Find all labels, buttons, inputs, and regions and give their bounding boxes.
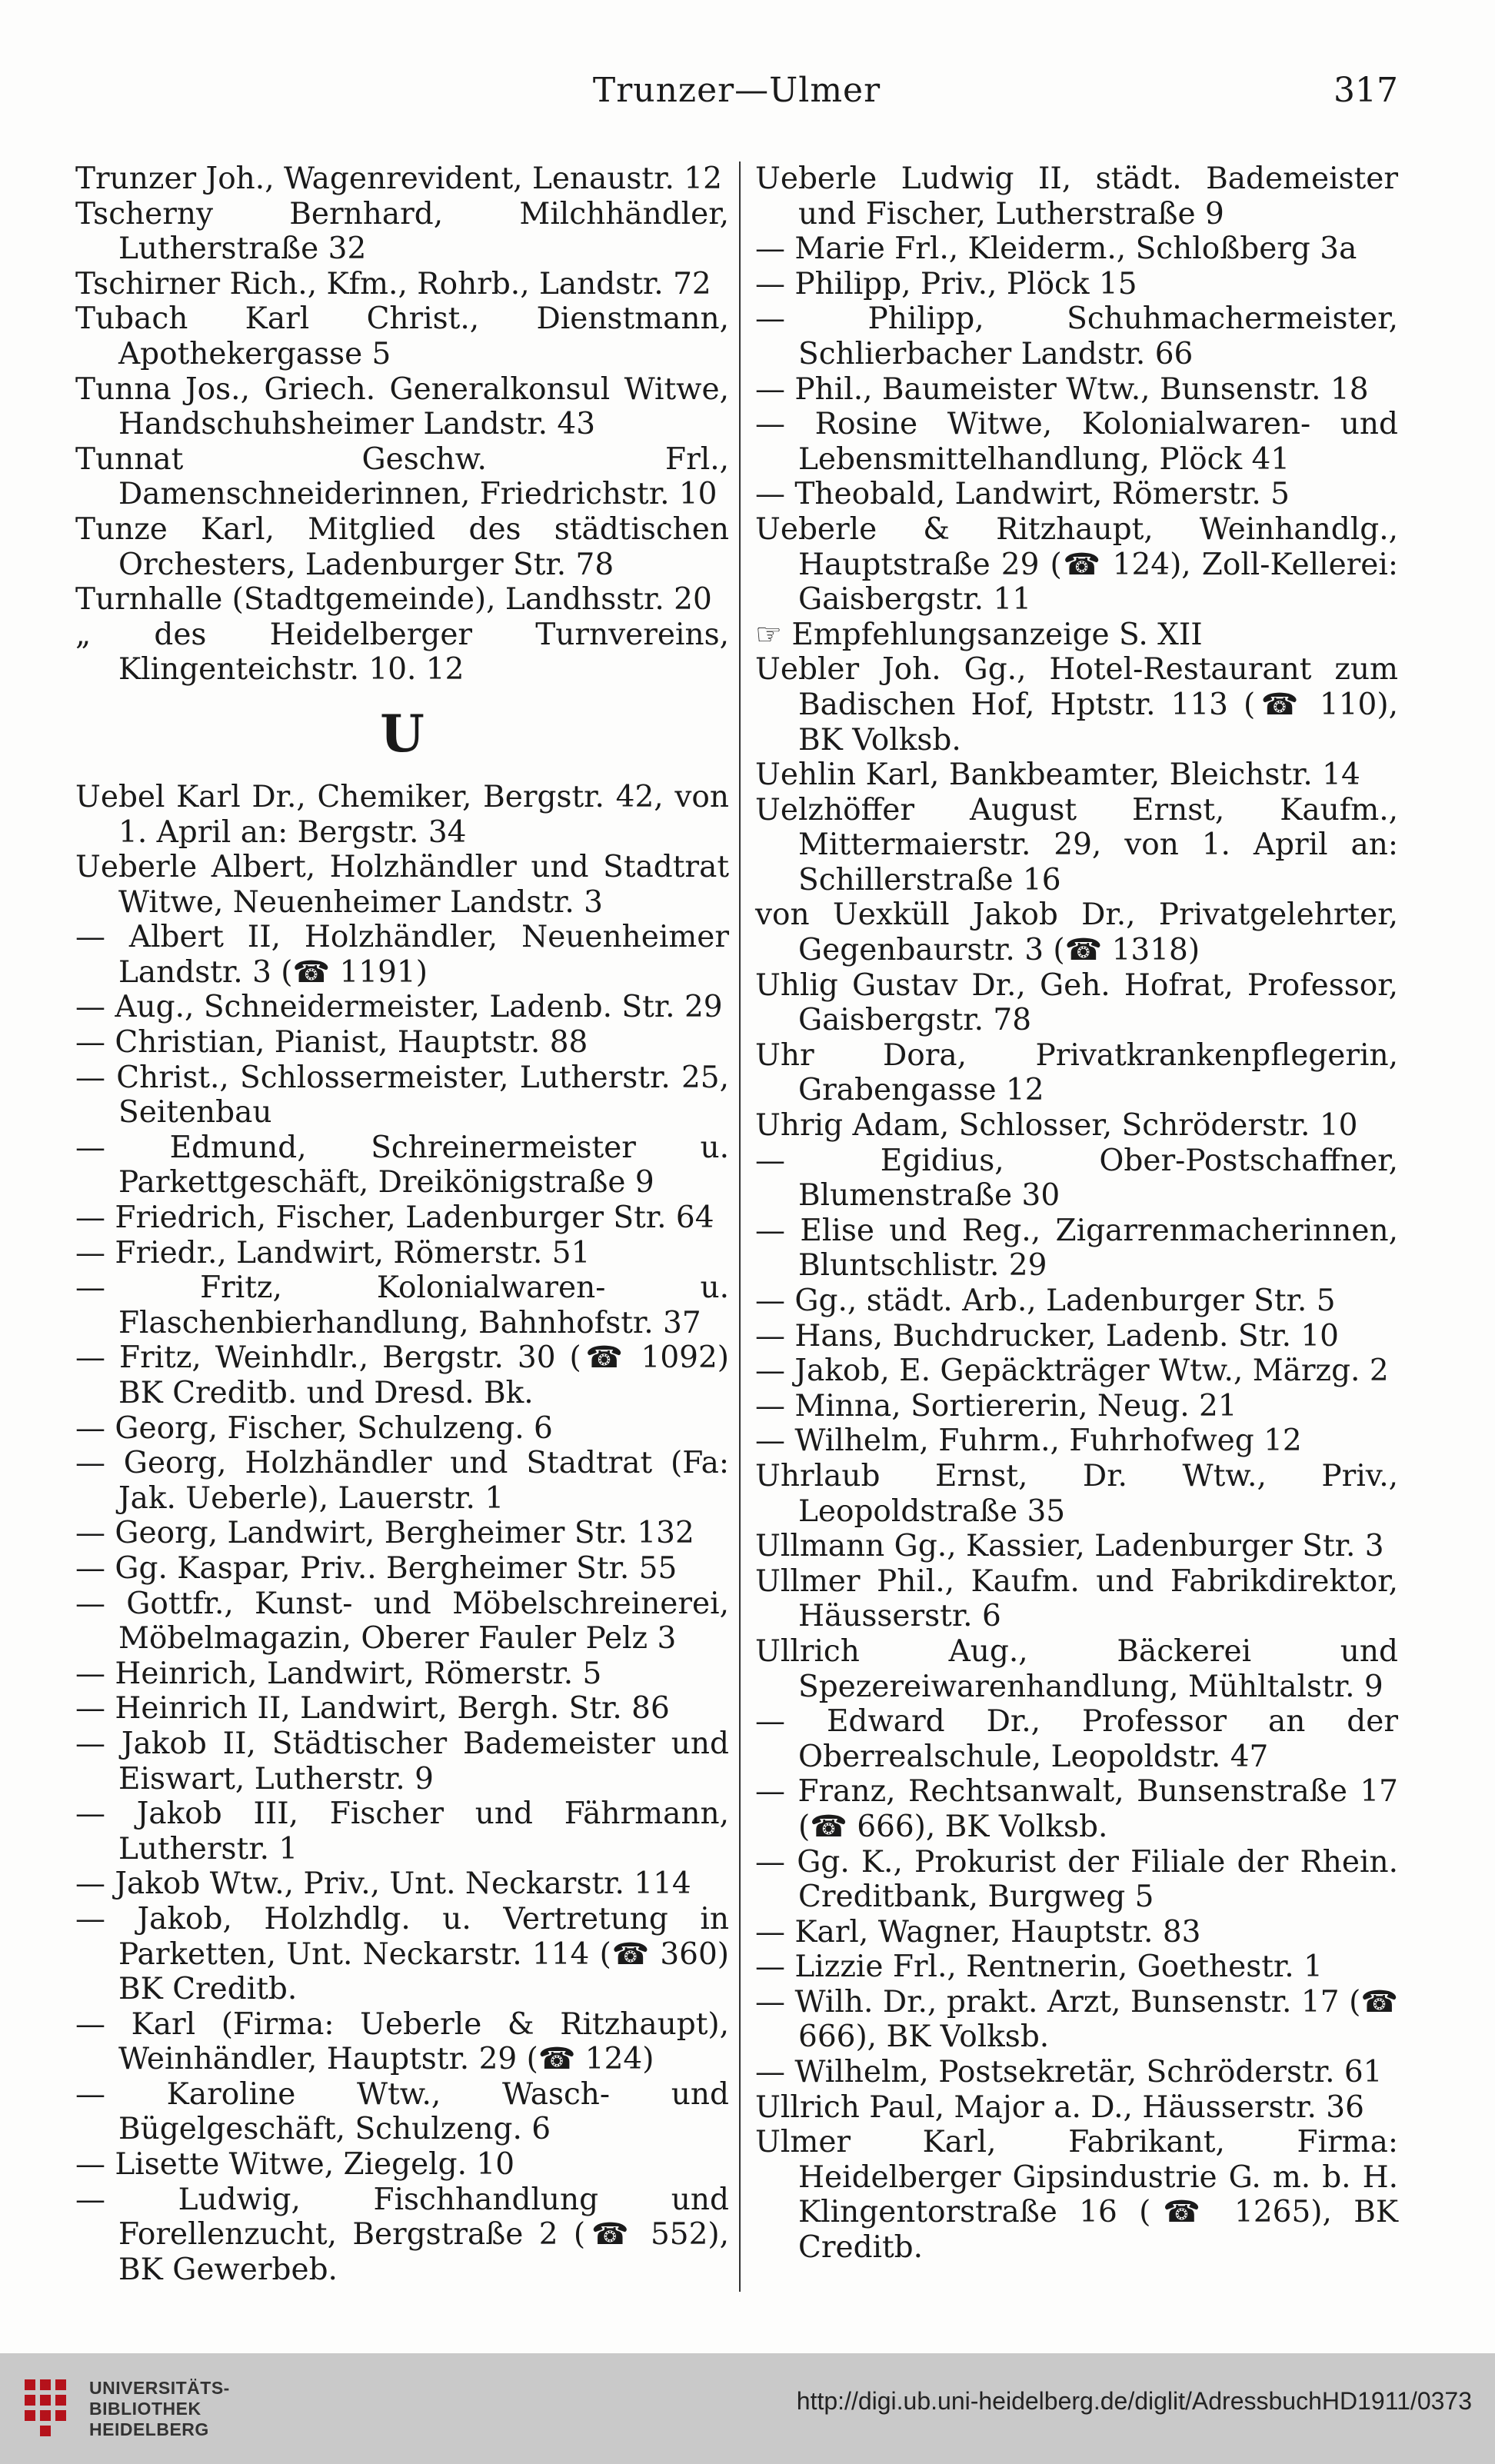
directory-entry: — Georg, Landwirt, Bergheimer Str. 132 bbox=[75, 1516, 694, 1551]
library-line: UNIVERSITÄTS- bbox=[89, 2378, 230, 2398]
directory-entry: — Jakob, Holzhdlg. u. Vertretung in Parketten, Unt. Neckarstr. 114 (☎ 360) BK Creditb. bbox=[75, 1901, 729, 2007]
permalink-url[interactable]: http://digi.ub.uni-heidelberg.de/diglit/AdressbuchHD1911/0373 bbox=[796, 2387, 1472, 2415]
directory-entry: — Jakob, E. Gepäckträger Wtw., Märzg. 2 bbox=[755, 1354, 1389, 1389]
directory-entry: — Heinrich II, Landwirt, Bergh. Str. 86 bbox=[75, 1691, 670, 1726]
directory-entry: Tubach Karl Christ., Dienstmann, Apothekergasse 5 bbox=[75, 301, 729, 371]
column-divider bbox=[739, 161, 741, 2292]
directory-entry: — Jakob III, Fischer und Fährmann, Lutherstr. 1 bbox=[75, 1796, 729, 1866]
directory-entry: von Uexküll Jakob Dr., Privatgelehrter, Gegenbaurstr. 3 (☎ 1318) bbox=[755, 897, 1398, 968]
running-title: Trunzer—Ulmer bbox=[592, 71, 881, 110]
directory-entry: — Egidius, Ober-Postschaffner, Blumenstraße 30 bbox=[755, 1143, 1398, 1214]
directory-entry: Ullmann Gg., Kassier, Ladenburger Str. 3 bbox=[755, 1529, 1384, 1564]
directory-entry: — Lizzie Frl., Rentnerin, Goethestr. 1 bbox=[755, 1950, 1323, 1985]
directory-entry: Turnhalle (Stadtgemeinde), Landhsstr. 20 bbox=[75, 582, 712, 618]
directory-entry: — Edward Dr., Professor an der Oberrealschule, Leopoldstr. 47 bbox=[755, 1704, 1398, 1774]
directory-entry: — Rosine Witwe, Kolonialwaren- und Lebensmittelhandlung, Plöck 41 bbox=[755, 407, 1398, 477]
directory-entry: — Friedrich, Fischer, Ladenburger Str. 64 bbox=[75, 1200, 714, 1236]
viewer-footer bbox=[0, 2353, 1495, 2464]
directory-entry: — Fritz, Kolonialwaren- u. Flaschenbierhandlung, Bahnhofstr. 37 bbox=[75, 1270, 729, 1340]
directory-entry: — Ludwig, Fischhandlung und Forellenzucht, Bergstraße 2 (☎ 552), BK Gewerbeb. bbox=[75, 2182, 729, 2287]
directory-entry: — Jakob II, Städtischer Bademeister und Eiswart, Lutherstr. 9 bbox=[75, 1726, 729, 1796]
directory-entry: — Hans, Buchdrucker, Ladenb. Str. 10 bbox=[755, 1318, 1339, 1354]
directory-entry: — Wilh. Dr., prakt. Arzt, Bunsenstr. 17 (☎ 666), BK Volksb. bbox=[755, 1984, 1398, 2055]
directory-entry: Ullrich Aug., Bäckerei und Spezereiwarenhandlung, Mühltalstr. 9 bbox=[755, 1633, 1398, 1704]
directory-entry: — Albert II, Holzhändler, Neuenheimer Landstr. 3 (☎ 1191) bbox=[75, 920, 729, 990]
directory-entry: — Christian, Pianist, Hauptstr. 88 bbox=[75, 1025, 588, 1061]
directory-entry: — Georg, Fischer, Schulzeng. 6 bbox=[75, 1410, 553, 1446]
directory-entry: — Friedr., Landwirt, Römerstr. 51 bbox=[75, 1235, 591, 1270]
directory-entry: — Minna, Sortiererin, Neug. 21 bbox=[755, 1388, 1237, 1423]
directory-entry: — Franz, Rechtsanwalt, Bunsenstraße 17 (☎ 666), BK Volksb. bbox=[755, 1774, 1398, 1844]
directory-entry: — Wilhelm, Fuhrm., Fuhrhofweg 12 bbox=[755, 1423, 1302, 1459]
directory-entry: Tschirner Rich., Kfm., Rohrb., Landstr. 72 bbox=[75, 266, 711, 301]
directory-entry: — Philipp, Schuhmachermeister, Schlierbacher Landstr. 66 bbox=[755, 301, 1398, 371]
directory-entry: Uhr Dora, Privatkrankenpflegerin, Grabengasse 12 bbox=[755, 1037, 1398, 1108]
directory-entry: Ueberle & Ritzhaupt, Weinhandlg., Hauptstraße 29 (☎ 124), Zoll-Kellerei: Gaisbergstr. 11 bbox=[755, 511, 1398, 618]
directory-entry: Uebler Joh. Gg., Hotel-Restaurant zum Badischen Hof, Hptstr. 113 (☎ 110), BK Volksb. bbox=[755, 652, 1398, 758]
directory-entry: — Karoline Wtw., Wasch- und Bügelgeschäft, Schulzeng. 6 bbox=[75, 2076, 729, 2147]
directory-entry: Uebel Karl Dr., Chemiker, Bergstr. 42, von 1. April an: Bergstr. 34 bbox=[75, 779, 729, 850]
directory-entry: — Gg. Kaspar, Priv.. Bergheimer Str. 55 bbox=[75, 1550, 678, 1586]
directory-entry: Ulmer Karl, Fabrikant, Firma: Heidelberger Gipsindustrie G. m. b. H. Klingentorstraße 16 (☎ 1265), BK Creditb. bbox=[755, 2125, 1398, 2266]
directory-entry: — Karl (Firma: Ueberle & Ritzhaupt), Weinhändler, Hauptstr. 29 (☎ 124) bbox=[75, 2006, 729, 2077]
directory-entry: Uelzhöffer August Ernst, Kaufm., Mittermaierstr. 29, von 1. April an: Schillerstraße 16 bbox=[755, 792, 1398, 897]
directory-entry: Uhlig Gustav Dr., Geh. Hofrat, Professor, Gaisbergstr. 78 bbox=[755, 967, 1398, 1038]
directory-entry: Ullmer Phil., Kaufm. und Fabrikdirektor, Häusserstr. 6 bbox=[755, 1563, 1398, 1634]
right-column bbox=[755, 161, 1398, 2266]
directory-entry: — Fritz, Weinhdlr., Bergstr. 30 (☎ 1092) BK Creditb. und Dresd. Bk. bbox=[75, 1340, 729, 1410]
directory-entry: Uhrlaub Ernst, Dr. Wtw., Priv., Leopoldstraße 35 bbox=[755, 1458, 1398, 1529]
directory-entry: Trunzer Joh., Wagenrevident, Lenaustr. 12 bbox=[75, 161, 722, 196]
directory-entry: „ des Heidelberger Turnvereins, Klingenteichstr. 10. 12 bbox=[75, 617, 729, 688]
library-line: HEIDELBERG bbox=[89, 2419, 209, 2439]
directory-entry: — Phil., Baumeister Wtw., Bunsenstr. 18 bbox=[755, 371, 1369, 407]
directory-entry: — Jakob Wtw., Priv., Unt. Neckarstr. 114 bbox=[75, 1866, 691, 1902]
directory-entry: — Karl, Wagner, Hauptstr. 83 bbox=[755, 1914, 1201, 1950]
library-name bbox=[89, 2378, 230, 2440]
directory-entry: ☞ Empfehlungsanzeige S. XII bbox=[755, 617, 1203, 652]
directory-entry: — Lisette Witwe, Ziegelg. 10 bbox=[75, 2147, 515, 2183]
directory-entry: — Gg., städt. Arb., Ladenburger Str. 5 bbox=[755, 1284, 1336, 1318]
directory-entry: — Wilhelm, Postsekretär, Schröderstr. 61 bbox=[755, 2055, 1383, 2090]
directory-entry: Ullrich Paul, Major a. D., Häusserstr. 36 bbox=[755, 2089, 1364, 2125]
directory-entry: — Philipp, Priv., Plöck 15 bbox=[755, 266, 1137, 301]
library-line: BIBLIOTHEK bbox=[89, 2399, 201, 2419]
directory-entry: Tunnat Geschw. Frl., Damenschneiderinnen, Friedrichstr. 10 bbox=[75, 441, 729, 512]
directory-entry: Tscherny Bernhard, Milchhändler, Lutherstraße 32 bbox=[75, 196, 729, 267]
directory-entry: Uhrig Adam, Schlosser, Schröderstr. 10 bbox=[755, 1108, 1358, 1144]
page-header bbox=[75, 71, 1398, 125]
directory-entry: — Christ., Schlossermeister, Lutherstr. 25, Seitenbau bbox=[75, 1060, 729, 1130]
directory-entry: — Aug., Schneidermeister, Ladenb. Str. 29 bbox=[75, 990, 723, 1025]
directory-entry: — Edmund, Schreinermeister u. Parkettgeschäft, Dreikönigstraße 9 bbox=[75, 1130, 729, 1200]
directory-entry: Uehlin Karl, Bankbeamter, Bleichstr. 14 bbox=[755, 758, 1360, 793]
directory-entry: Ueberle Ludwig II, städt. Bademeister und Fischer, Lutherstraße 9 bbox=[755, 161, 1398, 231]
directory-entry: — Georg, Holzhändler und Stadtrat (Fa: Jak. Ueberle), Lauerstr. 1 bbox=[75, 1446, 729, 1516]
directory-entry: Ueberle Albert, Holzhändler und Stadtrat Witwe, Neuenheimer Landstr. 3 bbox=[75, 850, 729, 920]
directory-entry: — Marie Frl., Kleiderm., Schloßberg 3a bbox=[755, 231, 1357, 267]
directory-entry: Tunna Jos., Griech. Generalkonsul Witwe, Handschuhsheimer Landstr. 43 bbox=[75, 371, 729, 442]
directory-entry: — Gg. K., Prokurist der Filiale der Rhein. Creditbank, Burgweg 5 bbox=[755, 1844, 1398, 1915]
left-column bbox=[75, 161, 729, 2287]
directory-entry: Tunze Karl, Mitglied des städtischen Orchesters, Ladenburger Str. 78 bbox=[75, 511, 729, 582]
section-letter: U bbox=[380, 703, 425, 764]
directory-entry: — Elise und Reg., Zigarrenmacherinnen, Bluntschlistr. 29 bbox=[755, 1213, 1398, 1284]
directory-entry: — Gottfr., Kunst- und Möbelschreinerei, Möbelmagazin, Oberer Fauler Pelz 3 bbox=[75, 1586, 729, 1657]
directory-entry: — Heinrich, Landwirt, Römerstr. 5 bbox=[75, 1656, 602, 1691]
page-number: 317 bbox=[1334, 71, 1398, 110]
directory-entry: — Theobald, Landwirt, Römerstr. 5 bbox=[755, 477, 1290, 512]
